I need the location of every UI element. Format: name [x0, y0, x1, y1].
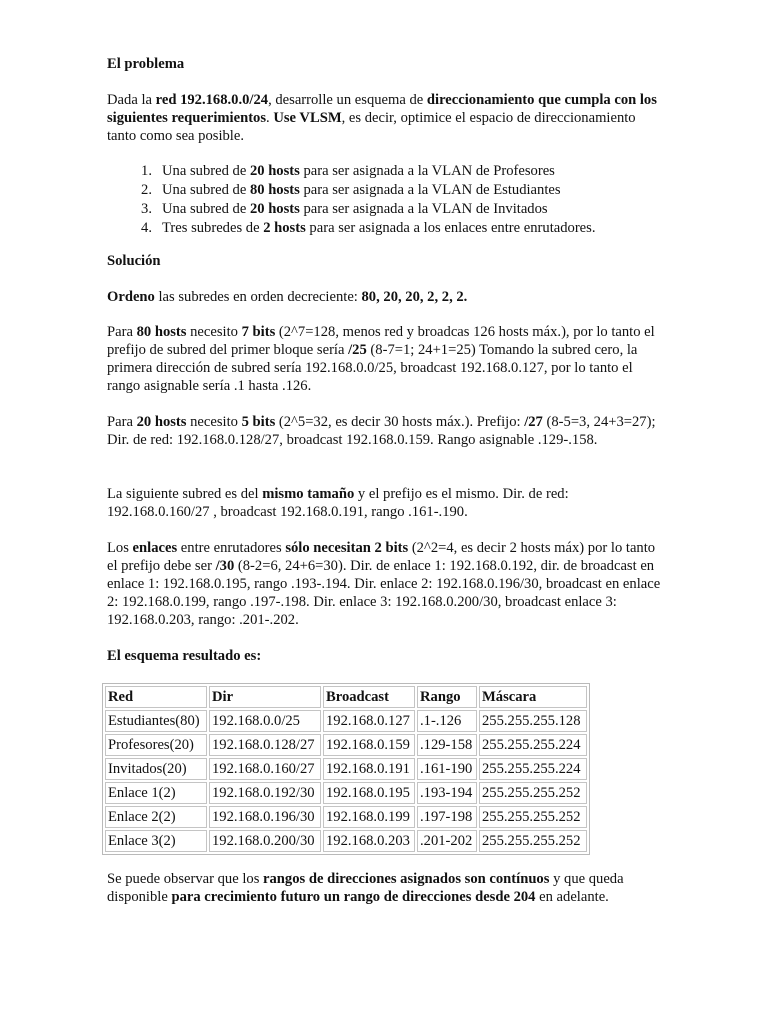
table-cell: 192.168.0.203 [323, 830, 415, 852]
table-cell: 192.168.0.0/25 [209, 710, 321, 732]
table-cell: 255.255.255.252 [479, 782, 587, 804]
text-run: para ser asignada a la VLAN de Profesores [299, 163, 555, 179]
bold-run: enlaces [132, 540, 178, 556]
text-run: (2^2=4, es decir 2 hosts máx) por lo tanto el prefijo debe ser [107, 540, 656, 574]
bold-run: 20 hosts [249, 163, 300, 179]
text-run: para ser asignada a la VLAN de Invitados [299, 201, 548, 217]
table-cell: 255.255.255.224 [479, 758, 587, 780]
table-cell: .193-194 [417, 782, 477, 804]
problem-statement [107, 91, 667, 145]
list-number: 1. [141, 163, 152, 179]
text-run: Una subred de [162, 182, 250, 198]
bold-run: 80 hosts [136, 324, 187, 340]
table-cell: .201-202 [417, 830, 477, 852]
table-cell: 255.255.255.252 [479, 830, 587, 852]
table-cell: .129-158 [417, 734, 477, 756]
text-run: La siguiente subred es del [107, 486, 263, 502]
paragraph-same-size [107, 485, 667, 521]
conclusion-paragraph [107, 870, 667, 906]
text-run: Tres subredes de [162, 220, 264, 236]
text-run: Para [107, 414, 137, 430]
order-paragraph [107, 288, 667, 306]
text-run: Dada la [107, 92, 156, 108]
table-cell: 192.168.0.159 [323, 734, 415, 756]
scheme-heading-text: El esquema resultado es: [107, 648, 262, 664]
table-row [105, 782, 587, 804]
table-cell: .161-190 [417, 758, 477, 780]
bold-run: rangos de direcciones asignados son contínuos [263, 871, 550, 887]
requirement-item [107, 162, 667, 181]
table-cell: 192.168.0.127 [323, 710, 415, 732]
table-row [105, 806, 587, 828]
table-cell: 255.255.255.128 [479, 710, 587, 732]
column-header: Dir [209, 686, 321, 708]
column-header: Rango [417, 686, 477, 708]
table-cell: Enlace 2(2) [105, 806, 207, 828]
bold-run: red 192.168.0.0/24 [155, 92, 269, 108]
table-row [105, 830, 587, 852]
bold-run: /25 [348, 342, 367, 358]
text-run: para ser asignada a los enlaces entre enrutadores. [305, 220, 596, 236]
list-number: 2. [141, 182, 152, 198]
table-cell: Enlace 3(2) [105, 830, 207, 852]
paragraph-80-hosts [107, 323, 667, 395]
table-cell: 192.168.0.199 [323, 806, 415, 828]
text-run: , desarrolle un esquema de [268, 92, 427, 108]
text-run: Los [107, 540, 133, 556]
requirements-list [107, 162, 667, 238]
bold-run: /30 [215, 558, 235, 574]
table-cell: 255.255.255.252 [479, 806, 587, 828]
column-header: Broadcast [323, 686, 415, 708]
column-header: Máscara [479, 686, 587, 708]
table-cell: Enlace 1(2) [105, 782, 207, 804]
table-cell: Estudiantes(80) [105, 710, 207, 732]
list-number: 4. [141, 220, 152, 236]
requirement-item [107, 219, 667, 238]
bold-run: direccionamiento que cumpla con los siguientes requerimientos [107, 92, 657, 126]
table-cell: .1-.126 [417, 710, 477, 732]
text-run: necesito [186, 414, 242, 430]
bold-run: 2 hosts [263, 220, 306, 236]
table-cell: 192.168.0.200/30 [209, 830, 321, 852]
requirement-item [107, 181, 667, 200]
text-run: entre enrutadores [177, 540, 286, 556]
bold-run: sólo necesitan 2 bits [285, 540, 409, 556]
table-cell: Profesores(20) [105, 734, 207, 756]
requirement-item [107, 200, 667, 219]
text-run: (8-2=6, 24+6=30). Dir. de enlace 1: 192.168.0.192, dir. de broadcast en enlace 1: 192.168.0.195, rango .193-.194. Dir. enlace 2: 192.168.0.196/30, broadcast en enlace 2: 192.168.0.199, rango .197-.198. Dir. enlace 3: 192.168.0.200/30, broadcast enlace 3: 192.168.0.203, rango: .201-.202. [107, 558, 661, 628]
paragraph-links [107, 539, 667, 629]
bold-run: 80 hosts [249, 182, 300, 198]
bold-run: 20 hosts [136, 414, 187, 430]
text-run: . [266, 110, 274, 126]
table-cell: .197-198 [417, 806, 477, 828]
paragraph-20-hosts [107, 413, 667, 449]
column-header: Red [105, 686, 207, 708]
table-cell: 255.255.255.224 [479, 734, 587, 756]
table-cell: 192.168.0.160/27 [209, 758, 321, 780]
list-number: 3. [141, 201, 152, 217]
text-run: (8-5=3, 24+3=27); Dir. de red: 192.168.0.128/27, broadcast 192.168.0.159. Rango asignable .129-.158. [107, 414, 656, 448]
table-cell: 192.168.0.196/30 [209, 806, 321, 828]
text-run: (2^7=128, menos red y broadcas 126 hosts máx.), por lo tanto el prefijo de subred del primer bloque sería [107, 324, 655, 358]
table-cell: 192.168.0.128/27 [209, 734, 321, 756]
bold-run: para crecimiento futuro un rango de direcciones desde 204 [171, 889, 536, 905]
bold-run: 7 bits [241, 324, 276, 340]
bold-run: Ordeno [107, 289, 155, 305]
text-run: para ser asignada a la VLAN de Estudiantes [299, 182, 561, 198]
text-run: necesito [186, 324, 242, 340]
table-row [105, 734, 587, 756]
problem-heading [107, 55, 667, 73]
text-run: (2^5=32, es decir 30 hosts máx.). Prefijo: [275, 414, 525, 430]
text-run: en adelante. [535, 889, 609, 905]
table-cell: 192.168.0.195 [323, 782, 415, 804]
table-cell: 192.168.0.192/30 [209, 782, 321, 804]
addressing-table [102, 683, 590, 855]
text-run: Para [107, 324, 137, 340]
solution-heading-text: Solución [107, 253, 161, 269]
text-run: y que queda disponible [107, 871, 624, 905]
table-header-row [105, 686, 587, 708]
table-row [105, 758, 587, 780]
scheme-heading [107, 647, 667, 665]
table-cell: 192.168.0.191 [323, 758, 415, 780]
solution-heading [107, 252, 667, 270]
text-run: Una subred de [162, 201, 250, 217]
bold-run: 80, 20, 20, 2, 2, 2. [361, 289, 468, 305]
text-run: Se puede observar que los [107, 871, 264, 887]
bold-run: mismo tamaño [262, 486, 355, 502]
bold-run: /27 [524, 414, 543, 430]
table-cell: Invitados(20) [105, 758, 207, 780]
text-run: las subredes en orden decreciente: [154, 289, 362, 305]
bold-run: Use VLSM [273, 110, 342, 126]
text-run: , es decir, optimice el espacio de direccionamiento tanto como sea posible. [107, 110, 636, 144]
problem-heading-text: El problema [107, 56, 185, 72]
text-run: (8-7=1; 24+1=25) Tomando la subred cero, la primera dirección de subred sería 192.168.0.0/25, broadcast 192.168.0.127, por lo tanto el rango asignable sería .1 hasta .126. [107, 342, 638, 394]
bold-run: 20 hosts [249, 201, 300, 217]
bold-run: 5 bits [241, 414, 276, 430]
text-run: y el prefijo es el mismo. Dir. de red: 192.168.0.160/27 , broadcast 192.168.0.191, rango .161-.190. [107, 486, 569, 520]
table-row [105, 710, 587, 732]
text-run: Una subred de [162, 163, 250, 179]
